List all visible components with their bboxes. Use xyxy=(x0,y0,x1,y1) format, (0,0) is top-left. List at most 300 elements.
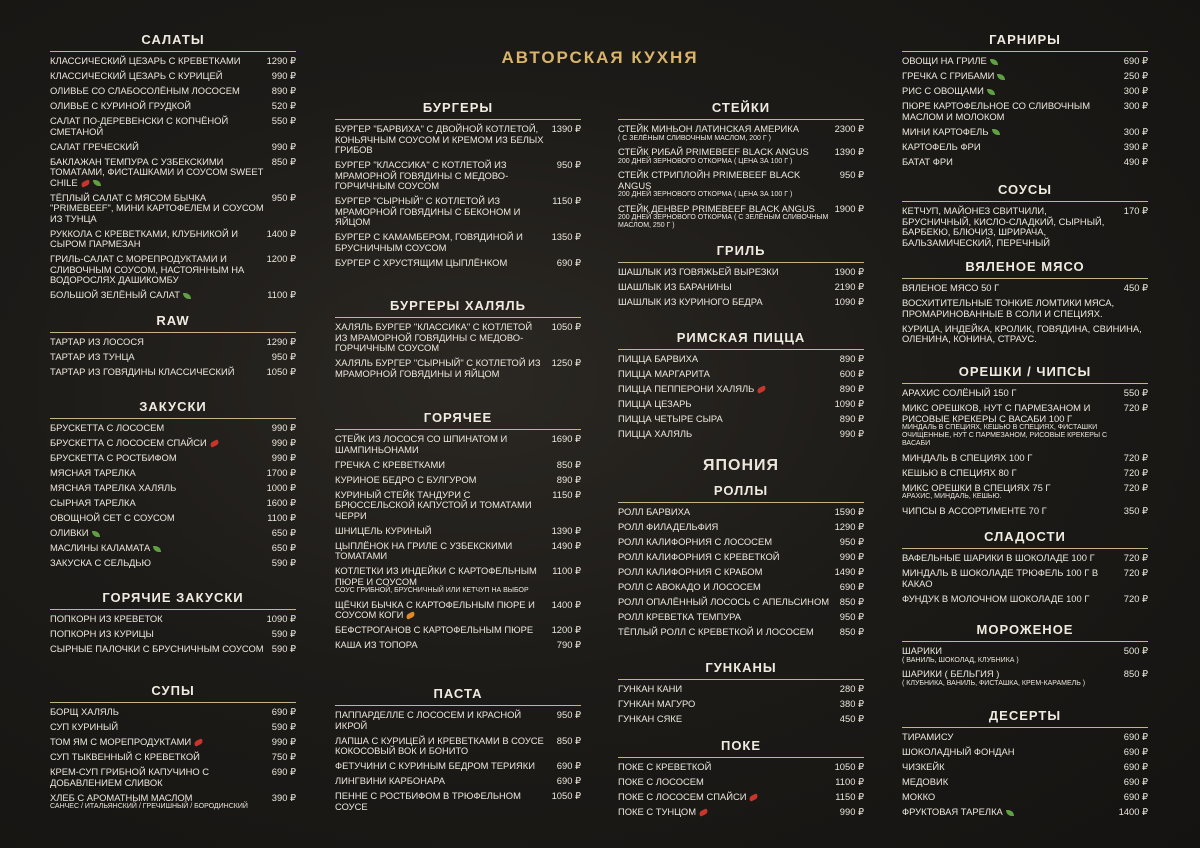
item-price: 170 ₽ xyxy=(1123,205,1148,216)
item-price: 550 ₽ xyxy=(271,115,296,126)
menu-item xyxy=(50,513,296,524)
leaf-icon xyxy=(992,129,1000,135)
menu-item xyxy=(618,204,864,231)
item-price: 450 ₽ xyxy=(1123,282,1148,293)
section-title: МОРОЖЕНОЕ xyxy=(902,622,1148,642)
menu-item xyxy=(50,438,296,449)
item-name xyxy=(50,337,267,348)
item-name-text: ХАЛЯЛЬ БУРГЕР "КЛАССИКА" С КОТЛЕТОЙ ИЗ МРАМОРНОЙ ГОВЯДИНЫ С МЕДОВО-ГОРЧИЧНЫМ СОУСОМ xyxy=(335,321,533,353)
section-hot-snacks xyxy=(50,590,296,659)
item-price: 850 ₽ xyxy=(271,155,296,167)
item-note: ( КЛУБНИКА, ВАНИЛЬ, ФИСТАШКА, КРЕМ-КАРАМЕЛЬ ) xyxy=(902,679,1086,687)
item-price: 850 ₽ xyxy=(839,626,864,637)
item-name-text: ПОКЕ С ТУНЦОМ xyxy=(618,806,697,817)
item-price: 690 ₽ xyxy=(271,766,296,777)
item-price: 1100 ₽ xyxy=(267,289,296,300)
menu-item xyxy=(50,468,296,479)
item-name xyxy=(618,567,835,578)
item-price: 690 ₽ xyxy=(1123,55,1148,66)
item-name-text: БЕФСТРОГАНОВ С КАРТОФЕЛЬНЫМ ПЮРЕ xyxy=(335,624,534,635)
menu-item xyxy=(902,298,1148,319)
item-name xyxy=(618,537,840,548)
item-name-text: РОЛЛ С АВОКАДО И ЛОСОСЕМ xyxy=(618,581,761,592)
item-name-text: МАСЛИНЫ КАЛАМАТА xyxy=(50,542,151,553)
item-name-text: ПОПКОРН ИЗ КРЕВЕТОК xyxy=(50,613,163,624)
item-price: 850 ₽ xyxy=(1123,668,1148,679)
item-name xyxy=(618,699,840,710)
section-title: ПАСТА xyxy=(335,686,581,706)
item-note: 200 ДНЕЙ ЗЕРНОВОГО ОТКОРМА ( С ЗЕЛЁНЫМ СЛИВОЧНЫМ МАСЛОМ, 250 Г ) xyxy=(618,214,829,229)
item-price: 890 ₽ xyxy=(839,413,864,424)
menu-item xyxy=(618,399,864,410)
item-name-text: ЗАКУСКА С СЕЛЬДЬЮ xyxy=(50,557,151,568)
item-name-text: ВОСХИТИТЕЛЬНЫЕ ТОНКИЕ ЛОМТИКИ МЯСА, ПРОМАРИНОВАННЫЕ В СОЛИ И СПЕЦИЯХ. xyxy=(902,297,1115,319)
menu-item xyxy=(50,229,296,250)
item-price: 350 ₽ xyxy=(1123,504,1148,516)
item-price: 1200 ₽ xyxy=(551,624,581,635)
item-name xyxy=(618,762,835,773)
menu-item xyxy=(902,506,1148,517)
menu-item xyxy=(902,483,1148,502)
item-price: 850 ₽ xyxy=(556,458,581,470)
item-name xyxy=(50,254,267,286)
item-name xyxy=(50,543,272,554)
section-halal-burgers xyxy=(335,298,581,384)
item-name xyxy=(618,612,840,623)
item-name xyxy=(335,761,557,772)
item-price: 1290 ₽ xyxy=(266,336,296,347)
item-name-text: ШОКОЛАДНЫЙ ФОНДАН xyxy=(902,746,1015,757)
item-name xyxy=(50,767,272,788)
menu-item xyxy=(902,468,1148,479)
chili-pepper-icon xyxy=(749,793,759,801)
item-name xyxy=(335,358,552,379)
item-name-text: ПИЦЦА ЧЕТЫРЕ СЫРА xyxy=(618,413,723,424)
item-name xyxy=(50,367,267,378)
item-name-text: ШАШЛЫК ИЗ БАРАНИНЫ xyxy=(618,281,732,292)
item-name xyxy=(618,282,835,293)
menu-item xyxy=(50,254,296,286)
item-name-text: ЩЁЧКИ БЫЧКА С КАРТОФЕЛЬНЫМ ПЮРЕ И СОУСОМ КОГИ xyxy=(335,598,535,620)
item-name-text: ШАШЛЫК ИЗ КУРИНОГО БЕДРА xyxy=(618,296,763,307)
item-name-text: ШАШЛЫК ИЗ ГОВЯЖЬЕЙ ВЫРЕЗКИ xyxy=(618,266,779,277)
item-price: 1000 ₽ xyxy=(266,482,296,493)
item-name xyxy=(902,807,1119,818)
menu-item xyxy=(902,777,1148,788)
menu-item xyxy=(335,460,581,471)
item-price: 990 ₽ xyxy=(271,437,296,448)
menu-item xyxy=(335,736,581,757)
item-price: 550 ₽ xyxy=(1123,387,1148,398)
item-name-text: БРУСКЕТТА С ЛОСОСЕМ xyxy=(50,422,165,433)
item-price: 690 ₽ xyxy=(1123,761,1148,772)
item-name xyxy=(902,206,1124,248)
menu-item xyxy=(50,56,296,67)
item-price: 300 ₽ xyxy=(1123,125,1148,137)
item-name-text: МЕДОВИК xyxy=(902,776,949,787)
leaf-icon xyxy=(987,89,995,95)
menu-item xyxy=(618,369,864,380)
item-name xyxy=(335,490,552,522)
item-name xyxy=(335,196,552,228)
section-poke xyxy=(618,738,864,822)
item-price: 1900 ₽ xyxy=(834,202,864,214)
menu-item xyxy=(618,612,864,623)
section-title: СОУСЫ xyxy=(902,182,1148,202)
leaf-icon xyxy=(997,74,1005,80)
item-name-text: ТЁПЛЫЙ САЛАТ С МЯСОМ БЫЧКА "PRIMEBEEF", МИНИ КАРТОФЕЛЕМ И СОУСОМ ИЗ ТУНЦА xyxy=(50,191,264,224)
item-name-text: ФУНДУК В МОЛОЧНОМ ШОКОЛАДЕ 100 Г xyxy=(902,592,1090,604)
item-name-text: БРУСКЕТТА С РОСТБИФОМ xyxy=(50,452,177,463)
item-name-text: ГРИЛЬ-САЛАТ С МОРЕПРОДУКТАМИ И СЛИВОЧНЫМ СОУСОМ, НАСТОЯННЫМ НА ВОДОРОСЛЯХ ДАШИКОМБУ xyxy=(50,253,245,285)
item-name xyxy=(335,541,552,562)
item-name xyxy=(618,627,840,638)
menu-item xyxy=(902,747,1148,758)
section-burgers xyxy=(335,100,581,273)
section-grill xyxy=(618,243,864,312)
section-jerky xyxy=(902,259,1148,349)
item-price: 1290 ₽ xyxy=(834,521,864,532)
item-name-text: ПИЦЦА МАРГАРИТА xyxy=(618,368,710,379)
item-price: 300 ₽ xyxy=(1123,100,1148,111)
menu-item xyxy=(618,522,864,533)
section-title: ОРЕШКИ / ЧИПСЫ xyxy=(902,364,1148,384)
item-name-text: СЫРНАЯ ТАРЕЛКА xyxy=(50,497,136,508)
item-price: 1350 ₽ xyxy=(551,231,581,242)
item-name xyxy=(618,552,840,563)
item-price: 590 ₽ xyxy=(271,721,296,732)
item-price: 1100 ₽ xyxy=(552,565,581,576)
item-name-text: СЫРНЫЕ ПАЛОЧКИ С БРУСНИЧНЫМ СОУСОМ xyxy=(50,643,264,654)
item-name-text: ГУНКАН МАГУРО xyxy=(618,698,696,709)
item-name xyxy=(618,384,840,395)
item-name-text: ПИЦЦА ПЕППЕРОНИ ХАЛЯЛЬ xyxy=(618,383,755,394)
section-title: РОЛЛЫ xyxy=(618,483,864,503)
item-name xyxy=(335,710,557,731)
leaf-icon xyxy=(183,293,191,299)
item-price: 990 ₽ xyxy=(271,422,296,433)
item-name-text: ГРЕЧКА С КРЕВЕТКАМИ xyxy=(335,458,445,470)
menu-item xyxy=(50,644,296,655)
item-name xyxy=(335,600,552,621)
item-name xyxy=(335,640,557,651)
item-name-text: ФЕТУЧИНИ С КУРИНЫМ БЕДРОМ ТЕРИЯКИ xyxy=(335,760,535,771)
menu-item xyxy=(50,752,296,763)
section-salads xyxy=(50,32,296,305)
item-name-text: МЯСНАЯ ТАРЕЛКА xyxy=(50,467,136,478)
menu-item xyxy=(902,56,1148,67)
item-name xyxy=(902,388,1124,399)
item-name-text: БАТАТ ФРИ xyxy=(902,155,953,167)
menu-item xyxy=(50,793,296,812)
chili-pepper-icon xyxy=(80,179,90,187)
item-name xyxy=(618,582,840,593)
item-name-text: ПЕННЕ С РОСТБИФОМ В ТРЮФЕЛЬНОМ СОУСЕ xyxy=(335,790,521,812)
menu-item xyxy=(50,157,296,189)
item-name xyxy=(50,352,272,363)
item-price: 590 ₽ xyxy=(271,643,296,654)
section-title: ГРИЛЬ xyxy=(618,243,864,263)
item-name xyxy=(902,506,1124,517)
menu-item xyxy=(50,337,296,348)
item-name-text: ОЛИВЬЕ СО СЛАБОСОЛЁНЫМ ЛОСОСЕМ xyxy=(50,85,240,96)
item-name xyxy=(50,558,272,569)
item-price: 890 ₽ xyxy=(271,85,296,96)
item-name xyxy=(335,160,557,192)
item-name-text: КЕШЬЮ В СПЕЦИЯХ 80 Г xyxy=(902,466,1017,478)
menu-item xyxy=(50,367,296,378)
item-note: АРАХИС, МИНДАЛЬ, КЕШЬЮ. xyxy=(902,493,1002,500)
item-name xyxy=(50,71,272,82)
item-name-text: ХЛЕБ С АРОМАТНЫМ МАСЛОМ xyxy=(50,791,193,803)
item-name xyxy=(618,124,835,143)
item-price: 1090 ₽ xyxy=(834,398,864,409)
item-name-text: ШАРИКИ ( БЕЛЬГИЯ ) xyxy=(902,668,1000,679)
item-price: 950 ₽ xyxy=(839,536,864,547)
item-price: 2190 ₽ xyxy=(834,281,864,292)
item-name-text: РОЛЛ ФИЛАДЕЛЬФИЯ xyxy=(618,521,719,532)
item-price: 1050 ₽ xyxy=(266,366,296,377)
item-name-text: БУРГЕР "КЛАССИКА" С КОТЛЕТОЙ ИЗ МРАМОРНОЙ ГОВЯДИНЫ С МЕДОВО-ГОРЧИЧНЫМ СОУСОМ xyxy=(335,159,509,191)
item-name xyxy=(618,204,835,231)
item-price: 1090 ₽ xyxy=(266,613,296,624)
item-name xyxy=(50,644,272,655)
item-name-text: ПОКЕ С ЛОСОСЕМ xyxy=(618,776,704,787)
menu-item xyxy=(50,142,296,153)
item-name-text: БОЛЬШОЙ ЗЕЛЁНЫЙ САЛАТ xyxy=(50,289,180,300)
item-name xyxy=(50,290,267,301)
item-name-text: ПЮРЕ КАРТОФЕЛЬНОЕ СО СЛИВОЧНЫМ МАСЛОМ И МОЛОКОМ xyxy=(902,100,1091,122)
leaf-icon xyxy=(153,546,161,552)
item-name xyxy=(902,568,1124,589)
section-pasta xyxy=(335,686,581,817)
item-name-text: РОЛЛ КАЛИФОРНИЯ С КРЕВЕТКОЙ xyxy=(618,551,780,562)
menu-item xyxy=(618,267,864,278)
item-name xyxy=(902,747,1124,758)
item-price: 1390 ₽ xyxy=(551,524,581,536)
section-sweets xyxy=(902,529,1148,609)
item-price: 850 ₽ xyxy=(839,596,864,607)
item-price: 1600 ₽ xyxy=(266,497,296,508)
item-name-text: КАРТОФЕЛЬ ФРИ xyxy=(902,140,981,152)
item-price: 1290 ₽ xyxy=(266,55,296,66)
item-name xyxy=(335,460,557,471)
item-name xyxy=(902,157,1124,168)
item-name xyxy=(902,669,1124,688)
item-name-text: ВЯЛЕНОЕ МЯСО 50 Г xyxy=(902,282,1000,293)
item-name-text: РОЛЛ КАЛИФОРНИЯ С ЛОСОСЕМ xyxy=(618,536,773,547)
menu-item xyxy=(618,170,864,199)
item-name xyxy=(50,438,272,449)
item-name xyxy=(618,414,840,425)
section-pizza xyxy=(618,330,864,444)
item-name-text: ОВОЩИ НА ГРИЛЕ xyxy=(902,55,987,66)
item-price: 690 ₽ xyxy=(556,760,581,771)
item-price: 950 ₽ xyxy=(839,169,864,180)
section-rolls xyxy=(618,483,864,642)
item-price: 850 ₽ xyxy=(556,734,581,746)
menu-item xyxy=(50,767,296,788)
item-name-text: ПОПКОРН ИЗ КУРИЦЫ xyxy=(50,628,154,639)
item-name-text: КУРИНЫЙ СТЕЙК ТАНДУРИ С БРЮССЕЛЬСКОЙ КАПУСТОЙ И ТОМАТАМИ ЧЕРРИ xyxy=(335,488,532,521)
item-name xyxy=(335,322,552,354)
item-name xyxy=(902,483,1124,502)
menu-item xyxy=(50,629,296,640)
item-price: 590 ₽ xyxy=(271,557,296,568)
menu-item xyxy=(902,324,1148,345)
item-price: 1400 ₽ xyxy=(1118,806,1148,817)
menu-item xyxy=(618,297,864,308)
item-name-text: БУРГЕР С ХРУСТЯЩИМ ЦЫПЛЁНКОМ xyxy=(335,256,508,268)
item-name xyxy=(335,625,552,636)
item-name-text: КЕТЧУП, МАЙОНЕЗ СВИТЧИЛИ, БРУСНИЧНЫЙ, КИСЛО-СЛАДКИЙ, СЫРНЫЙ, БАРБЕКЮ, БЛЮЧИЗ, ШРИРАЧА, БАЛЬЗАМИЧЕСКИЙ, ПЕРЕЧНЫЙ xyxy=(902,205,1105,248)
item-price: 1100 ₽ xyxy=(835,776,864,787)
menu-item xyxy=(335,258,581,269)
item-name xyxy=(50,707,272,718)
item-name xyxy=(902,777,1124,788)
item-name xyxy=(50,629,272,640)
menu-item xyxy=(618,507,864,518)
menu-item xyxy=(335,434,581,455)
item-name-text: СТЕЙК СТРИПЛОЙН PRIMEBEEF BLACK ANGUS xyxy=(618,169,801,191)
item-name xyxy=(335,776,557,787)
item-name-text: КУРИЦА, ИНДЕЙКА, КРОЛИК, ГОВЯДИНА, СВИНИНА, ОЛЕНИНА, КОНИНА, СТРАУС. xyxy=(902,322,1142,344)
section-title: СУПЫ xyxy=(50,683,296,703)
menu-item xyxy=(618,597,864,608)
item-name-text: БУРГЕР "СЫРНЫЙ" С КОТЛЕТОЙ ИЗ МРАМОРНОЙ ГОВЯДИНЫ С БЕКОНОМ И ЯЙЦОМ xyxy=(335,195,521,227)
item-name-text: СУП КУРИНЫЙ xyxy=(50,721,119,732)
item-price: 950 ₽ xyxy=(556,159,581,170)
menu-item xyxy=(902,568,1148,589)
item-name xyxy=(50,142,272,153)
item-name xyxy=(902,468,1124,479)
menu-item xyxy=(618,777,864,788)
item-name-text: ГУНКАН СЯКЕ xyxy=(618,713,683,724)
section-sides xyxy=(902,32,1148,172)
item-note: 200 ДНЕЙ ЗЕРНОВОГО ОТКОРМА ( ЦЕНА ЗА 100 Г ) xyxy=(618,157,793,165)
item-price: 690 ₽ xyxy=(1123,731,1148,742)
item-price: 1050 ₽ xyxy=(551,321,581,332)
menu-item xyxy=(618,567,864,578)
item-price: 720 ₽ xyxy=(1123,552,1148,563)
menu-item xyxy=(902,762,1148,773)
leaf-icon xyxy=(990,59,998,65)
menu-item xyxy=(50,483,296,494)
item-price: 990 ₽ xyxy=(839,428,864,439)
item-name-text: КЛАССИЧЕСКИЙ ЦЕЗАРЬ С КУРИЦЕЙ xyxy=(50,70,223,81)
japan-heading-wrap xyxy=(618,457,864,475)
menu-item xyxy=(618,582,864,593)
item-name xyxy=(50,86,272,97)
item-name xyxy=(902,127,1124,138)
item-name-text: ТИРАМИСУ xyxy=(902,731,954,742)
chili-pepper-icon xyxy=(209,439,219,447)
section-title: ГОРЯЧИЕ ЗАКУСКИ xyxy=(50,590,296,610)
item-name-text: ОЛИВЬЕ С КУРИНОЙ ГРУДКОЙ xyxy=(50,100,192,111)
item-name-text: БОРЩ ХАЛЯЛЬ xyxy=(50,706,119,717)
item-name xyxy=(618,714,840,725)
menu-item xyxy=(50,352,296,363)
item-name xyxy=(50,722,272,733)
menu-item xyxy=(335,600,581,621)
item-price: 1390 ₽ xyxy=(834,146,864,157)
item-name-text: КРЕМ-СУП ГРИБНОЙ КАПУЧИНО С ДОБАВЛЕНИЕМ СЛИВОК xyxy=(50,766,210,788)
item-name xyxy=(618,369,840,380)
item-name xyxy=(618,297,835,308)
section-title: СЛАДОСТИ xyxy=(902,529,1148,549)
item-name-text: БУРГЕР "БАРВИХА" С ДВОЙНОЙ КОТЛЕТОЙ, КОНЬЯЧНЫМ СОУСОМ И КРЕМОМ ИЗ БЕЛЫХ ГРИБОВ xyxy=(335,123,544,155)
section-title: ЗАКУСКИ xyxy=(50,399,296,419)
item-price: 690 ₽ xyxy=(556,256,581,268)
item-name-text: МЯСНАЯ ТАРЕЛКА ХАЛЯЛЬ xyxy=(50,482,177,493)
item-name-text: ОЛИВКИ xyxy=(50,527,89,538)
item-name-text: ФРУКТОВАЯ ТАРЕЛКА xyxy=(902,806,1003,817)
item-name-text: ЛИНГВИНИ КАРБОНАРА xyxy=(335,775,446,786)
item-price: 380 ₽ xyxy=(839,698,864,709)
item-name-text: БРУСКЕТТА С ЛОСОСЕМ СПАЙСИ xyxy=(50,437,207,448)
item-name xyxy=(618,684,840,695)
item-name-text: ПИЦЦА ЦЕЗАРЬ xyxy=(618,398,692,409)
menu-item xyxy=(335,791,581,812)
item-name-text: СТЕЙК ДЕНВЕР PRIMEBEEF BLACK ANGUS xyxy=(618,202,815,214)
item-name xyxy=(902,594,1124,605)
section-title: РИМСКАЯ ПИЦЦА xyxy=(618,330,864,350)
item-price: 390 ₽ xyxy=(271,791,296,803)
menu-item xyxy=(618,552,864,563)
menu-item xyxy=(618,354,864,365)
item-name xyxy=(902,101,1124,122)
item-name-text: ТАРТАР ИЗ ЛОСОСЯ xyxy=(50,336,144,347)
menu-item xyxy=(902,101,1148,122)
item-name-text: МИКС ОРЕШКИ В СПЕЦИЯХ 75 Г xyxy=(902,481,1051,493)
section-title: ГОРЯЧЕЕ xyxy=(335,410,581,430)
item-price: 280 ₽ xyxy=(839,683,864,694)
menu-item xyxy=(335,196,581,228)
item-name-text: ПАППАРДЕЛЛЕ С ЛОСОСЕМ И КРАСНОЙ ИКРОЙ xyxy=(335,709,522,731)
item-price: 890 ₽ xyxy=(556,473,581,485)
chili-pepper-icon xyxy=(194,738,204,746)
item-price: 720 ₽ xyxy=(1123,481,1148,493)
leaf-icon xyxy=(93,180,101,186)
item-price: 890 ₽ xyxy=(839,383,864,394)
item-name xyxy=(902,56,1124,67)
item-name xyxy=(50,453,272,464)
item-name xyxy=(335,434,552,455)
menu-item xyxy=(50,71,296,82)
item-price: 990 ₽ xyxy=(839,806,864,817)
item-name xyxy=(618,597,840,608)
section-title: ВЯЛЕНОЕ МЯСО xyxy=(902,259,1148,279)
menu-item xyxy=(902,553,1148,564)
item-price: 690 ₽ xyxy=(271,706,296,717)
item-price: 520 ₽ xyxy=(271,100,296,111)
item-name-text: СТЕЙК РИБАЙ PRIMEBEEF BLACK ANGUS xyxy=(618,146,809,157)
item-name xyxy=(50,229,267,250)
item-name xyxy=(618,792,835,803)
menu-item xyxy=(335,710,581,731)
menu-item xyxy=(335,490,581,522)
item-name xyxy=(50,793,272,812)
menu-item xyxy=(50,722,296,733)
item-name-text: ПОКЕ С ЛОСОСЕМ СПАЙСИ xyxy=(618,791,747,802)
item-name-text: АРАХИС СОЛЁНЫЙ 150 Г xyxy=(902,387,1017,398)
section-title: RAW xyxy=(50,313,296,333)
item-name xyxy=(618,267,835,278)
menu-item xyxy=(50,528,296,539)
menu-item xyxy=(618,627,864,638)
menu-item xyxy=(335,541,581,562)
item-price: 1400 ₽ xyxy=(551,598,581,610)
